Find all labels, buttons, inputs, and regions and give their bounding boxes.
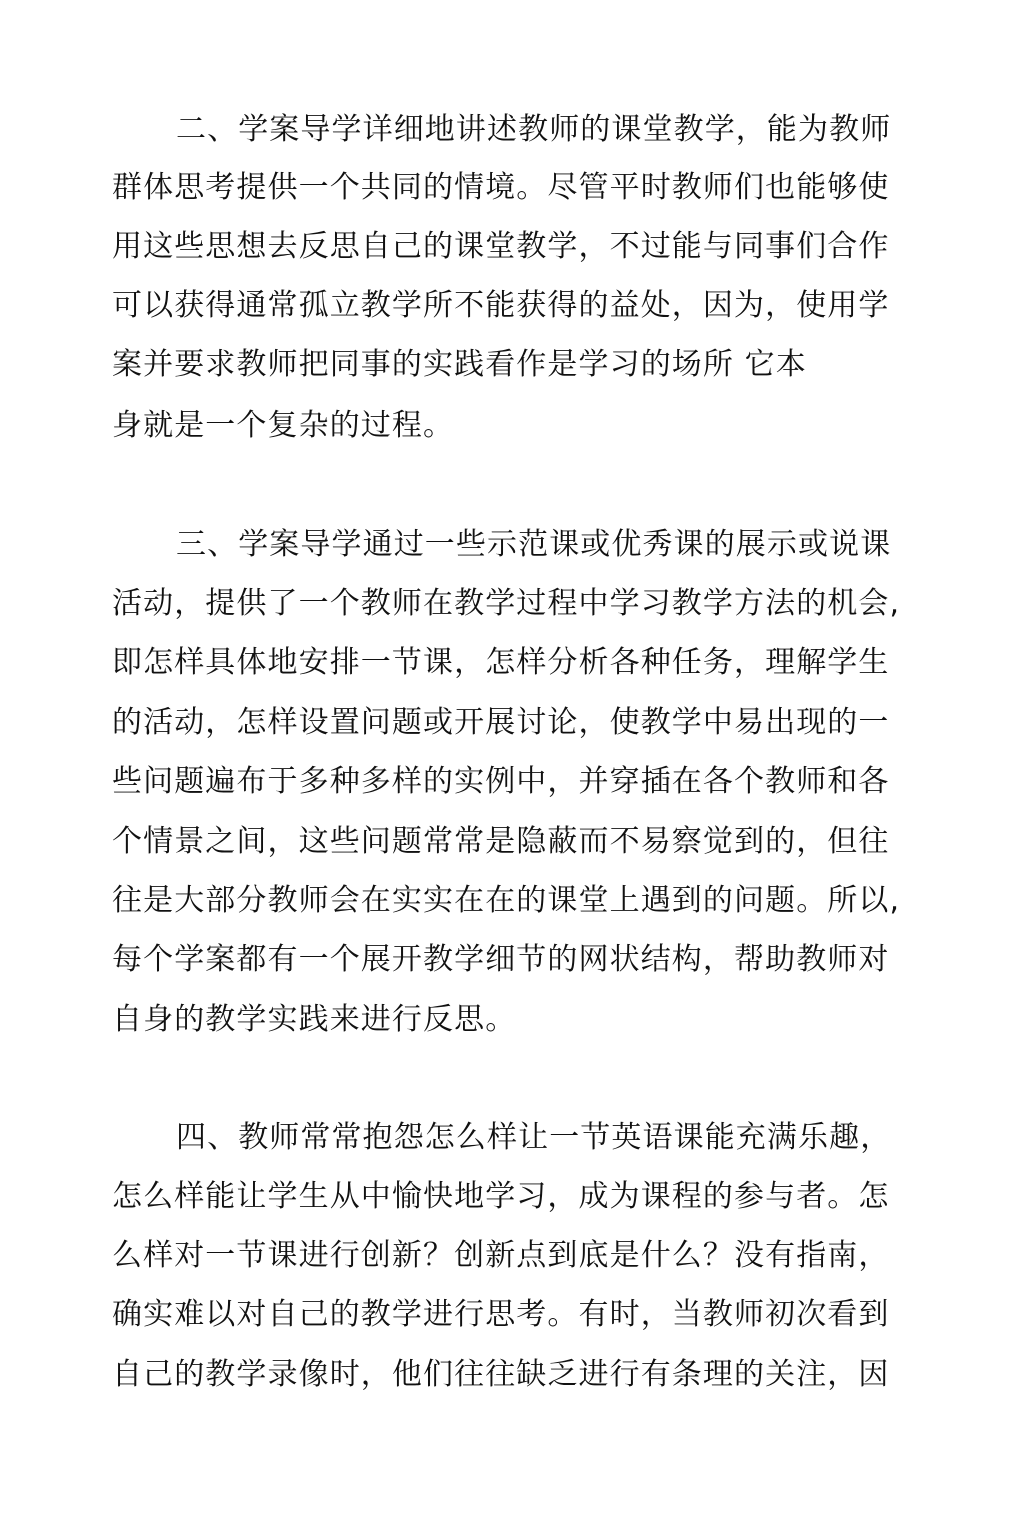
paragraph-line: 二、学案导学详细地讲述教师的课堂教学，能为教师 — [176, 112, 892, 147]
paragraph-line: 活动，提供了一个教师在教学过程中学习教学方法的机会, — [112, 586, 901, 621]
paragraph-line: 即怎样具体地安排一节课，怎样分析各种任务，理解学生 — [112, 645, 890, 680]
paragraph-line: 身就是一个复杂的过程。 — [112, 408, 455, 443]
paragraph-line: 的活动，怎样设置问题或开展讨论，使教学中易出现的一 — [112, 705, 890, 740]
paragraph-line: 确实难以对自己的教学进行思考。有时，当教师初次看到 — [112, 1297, 890, 1332]
paragraph-line: 可以获得通常孤立教学所不能获得的益处，因为，使用学 — [112, 288, 890, 323]
paragraph-line: 自身的教学实践来进行反思。 — [112, 1002, 517, 1037]
paragraph-line: 四、教师常常抱怨怎么样让一节英语课能充满乐趣， — [176, 1120, 892, 1155]
paragraph-line: 群体思考提供一个共同的情境。尽管平时教师们也能够使 — [112, 170, 890, 205]
paragraph-line: 每个学案都有一个展开教学细节的网状结构，帮助教师对 — [112, 942, 890, 977]
paragraph-line: 怎么样能让学生从中愉快地学习，成为课程的参与者。怎 — [112, 1179, 890, 1214]
paragraph-line: 个情景之间，这些问题常常是隐蔽而不易察觉到的，但往 — [112, 824, 890, 859]
paragraph-line: 往是大部分教师会在实实在在的课堂上遇到的问题。所以, — [112, 883, 901, 918]
paragraph-line: 用这些思想去反思自己的课堂教学，不过能与同事们合作 — [112, 229, 890, 264]
paragraph-line: 自己的教学录像时，他们往往缺乏进行有条理的关注，因 — [112, 1357, 890, 1392]
paragraph-line: 么样对一节课进行创新？创新点到底是什么？没有指南， — [112, 1238, 890, 1273]
paragraph-line: 些问题遍布于多种多样的实例中，并穿插在各个教师和各 — [112, 764, 890, 799]
paragraph-line: 案并要求教师把同事的实践看作是学习的场所 它本 — [112, 347, 807, 382]
paragraph-line: 三、学案导学通过一些示范课或优秀课的展示或说课 — [176, 527, 892, 562]
